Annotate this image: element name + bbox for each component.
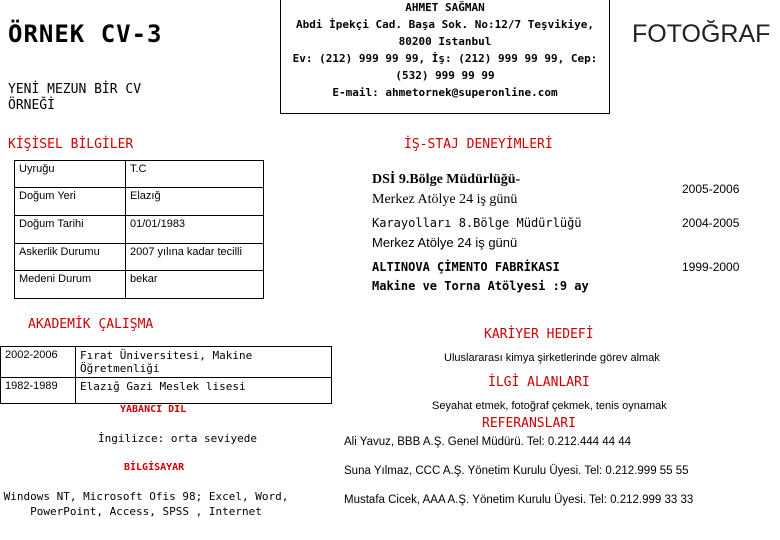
experience-org: DSİ 9.Bölge Müdürlüğü-: [372, 172, 521, 187]
experience-heading: İŞ-STAJ DENEYİMLERİ: [404, 137, 553, 152]
language-heading: YABANCI DİL: [120, 404, 187, 415]
reference-item: Suna Yılmaz, CCC A.Ş. Yönetim Kurulu Üyesi. Tel: 0.212.999 55 55: [344, 465, 689, 477]
computer-line-1: Windows NT, Microsoft Ofis 98; Excel, Word,: [3, 490, 289, 503]
interests-heading: İLGİ ALANLARI: [488, 375, 590, 390]
computer-heading: BİLGİSAYAR: [124, 462, 185, 473]
experience-detail: Merkez Atölye 24 iş günü: [372, 235, 518, 250]
table-row: [1, 347, 332, 378]
language-text: İngilizce: orta seviyede: [98, 432, 257, 445]
academic-years: 2002-2006: [1, 347, 76, 378]
personal-label: Uyruğu: [15, 161, 126, 188]
experience-years: 2005-2006: [682, 182, 740, 196]
personal-label: Doğum Yeri: [15, 188, 126, 216]
academic-table: [0, 346, 332, 404]
computer-line-2: PowerPoint, Access, SPSS , Internet: [30, 505, 262, 518]
reference-item: Ali Yavuz, BBB A.Ş. Genel Müdürü. Tel: 0.212.444 44 44: [344, 436, 632, 448]
table-row: [1, 378, 332, 404]
career-text: Uluslararası kimya şirketlerinde görev almak: [444, 352, 660, 364]
contact-email: E-mail: ahmetornek@superonline.com: [332, 86, 558, 99]
personal-value: 01/01/1983: [126, 216, 264, 244]
table-row: [15, 271, 264, 299]
table-row: [15, 161, 264, 188]
contact-name: AHMET SAĞMAN: [405, 1, 485, 14]
page-subtitle: [8, 82, 208, 114]
personal-label: Askerlik Durumu: [15, 244, 126, 271]
references-heading: REFERANSLARI: [482, 416, 576, 431]
career-heading: KARİYER HEDEFİ: [484, 327, 594, 342]
experience-org: ALTINOVA ÇİMENTO FABRİKASI: [372, 260, 560, 274]
contact-box: [280, 0, 610, 114]
subtitle-line-1: YENİ MEZUN BİR CV: [8, 82, 142, 97]
table-row: [15, 188, 264, 216]
personal-label: Doğum Tarihi: [15, 216, 126, 244]
reference-item: Mustafa Cicek, AAA A.Ş. Yönetim Kurulu Üyesi. Tel: 0.212.999 33 33: [344, 494, 694, 506]
personal-heading: KİŞİSEL BİLGİLER: [8, 137, 134, 152]
page-title: ÖRNEK CV-3: [8, 20, 163, 48]
academic-school: Fırat Üniversitesi, Makine Öğretmenliği: [76, 347, 332, 378]
personal-label: Medeni Durum: [15, 271, 126, 299]
experience-years: 2004-2005: [682, 216, 740, 230]
academic-school: Elazığ Gazi Meslek lisesi: [76, 378, 332, 404]
interests-text: Seyahat etmek, fotoğraf çekmek, tenis oynamak: [432, 400, 667, 412]
personal-value: 2007 yılına kadar tecilli: [126, 244, 264, 271]
photo-placeholder: FOTOĞRAF: [632, 20, 771, 48]
contact-phones-1: Ev: (212) 999 99 99, İş: (212) 999 99 99, Cep:: [292, 52, 598, 65]
personal-value: Elazığ: [126, 188, 264, 216]
personal-value: T.C: [126, 161, 264, 188]
experience-detail: Merkez Atölye 24 iş günü: [372, 192, 518, 207]
experience-item: [372, 258, 778, 302]
contact-address-2: 80200 Istanbul: [398, 35, 492, 48]
table-row: [15, 216, 264, 244]
experience-org: Karayolları 8.Bölge Müdürlüğü: [372, 216, 582, 230]
contact-phones-2: (532) 999 99 99: [395, 69, 495, 82]
contact-address-1: Abdi İpekçi Cad. Başa Sok. No:12/7 Teşvikiye,: [295, 18, 594, 31]
academic-years: 1982-1989: [1, 378, 76, 404]
experience-item: [372, 214, 778, 258]
subtitle-line-2: ÖRNEĞİ: [8, 98, 55, 113]
personal-value: bekar: [126, 271, 264, 299]
personal-table: [14, 160, 264, 299]
academic-heading: AKADEMİK ÇALIŞMA: [28, 317, 154, 332]
experience-detail: Makine ve Torna Atölyesi :9 ay: [372, 279, 589, 293]
computer-text: [0, 489, 292, 519]
table-row: [15, 244, 264, 271]
experience-item: [372, 170, 778, 214]
experience-years: 1999-2000: [682, 260, 740, 274]
